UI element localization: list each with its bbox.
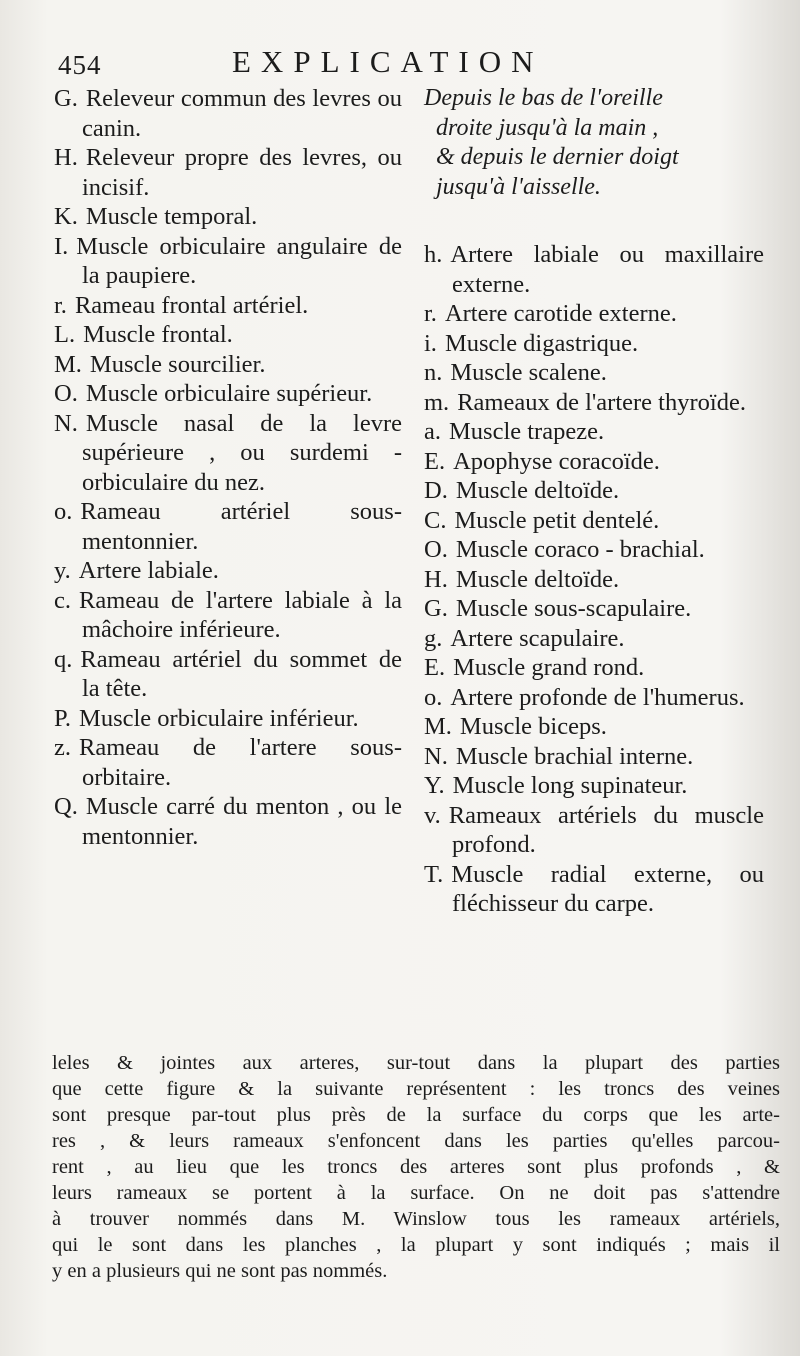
- legend-entry: I. Muscle orbiculaire angulaire de la paupiere.: [54, 232, 402, 289]
- footnote-line: que cette figure & la suivante représentent : les troncs des veines: [52, 1078, 780, 1100]
- legend-entry: D. Muscle deltoïde.: [424, 477, 620, 504]
- footnote-line: rent , au lieu que les troncs des arteres sont plus profonds , &: [52, 1156, 780, 1178]
- legend-entry: H. Muscle deltoïde.: [424, 565, 620, 593]
- legend-entry: a. Muscle trapeze.: [424, 418, 605, 445]
- legend-entry: i. Muscle digastrique.: [424, 329, 639, 357]
- legend-entry: G. Muscle sous-scapulaire.: [424, 595, 692, 622]
- legend-entry: r. Rameau frontal artériel.: [54, 291, 309, 319]
- legend-entry: N. Muscle brachial interne.: [424, 742, 694, 770]
- legend-entry: O. Muscle orbiculaire supérieur.: [54, 380, 373, 407]
- legend-entry: T. Muscle radial externe, ou fléchisseur du carpe.: [424, 860, 764, 917]
- footnote-line: leurs rameaux se portent à la surface. On ne doit pas s'attendre: [52, 1182, 780, 1204]
- page-number: 454: [58, 50, 102, 80]
- legend-entry: v. Rameaux artériels du muscle profond.: [424, 801, 764, 858]
- legend-entry: K. Muscle temporal.: [54, 203, 258, 230]
- legend-entry: n. Muscle scalene.: [424, 359, 607, 386]
- legend-entry: H. Releveur propre des levres, ou incisif.: [54, 144, 402, 201]
- legend-entry: q. Rameau artériel du sommet de la tête.: [54, 645, 402, 702]
- footnote-line: res , & leurs rameaux s'enfoncent dans les parties qu'elles parcou-: [52, 1130, 780, 1152]
- figure-region-caption: Depuis le bas de l'oreille droite jusqu'à la main , & depuis le dernier doigt jusqu'à l'aisselle.: [424, 85, 679, 200]
- legend-entry: Y. Muscle long supinateur.: [424, 772, 688, 799]
- legend-entry: o. Rameau artériel sous-mentonnier.: [54, 498, 402, 555]
- footnote-paragraph: [52, 1050, 780, 1284]
- legend-entry: m. Rameaux de l'artere thyroïde.: [424, 388, 746, 416]
- running-head: EXPLICATION: [232, 44, 544, 79]
- footnote-line: leles & jointes aux arteres, sur-tout dans la plupart des parties: [52, 1052, 780, 1074]
- legend-entry: c. Rameau de l'artere labiale à la mâchoire inférieure.: [54, 586, 402, 643]
- footnote-line: y en a plusieurs qui ne sont pas nommés.: [52, 1260, 388, 1282]
- legend-entry: g. Artere scapulaire.: [424, 624, 625, 652]
- legend-entry: L. Muscle frontal.: [54, 321, 233, 348]
- legend-entry: h. Artere labiale ou maxillaire externe.: [424, 241, 764, 298]
- legend-entry: E. Muscle grand rond.: [424, 654, 645, 681]
- footnote-line: qui le sont dans les planches , la plupart y sont indiqués ; mais il: [52, 1234, 780, 1256]
- legend-entry: r. Artere carotide externe.: [424, 300, 677, 327]
- legend-entry: M. Muscle sourcilier.: [54, 350, 266, 378]
- legend-entry: P. Muscle orbiculaire inférieur.: [54, 704, 359, 732]
- legend-entry: G. Releveur commun des levres ou canin.: [54, 85, 402, 142]
- legend-entry: o. Artere profonde de l'humerus.: [424, 683, 745, 711]
- legend-entry: y. Artere labiale.: [54, 557, 219, 584]
- legend-entry: Q. Muscle carré du menton , ou le mentonnier.: [54, 793, 402, 850]
- legend-entry: z. Rameau de l'artere sous-orbitaire.: [54, 734, 402, 791]
- legend-entry: N. Muscle nasal de la levre supérieure , ou surdemi - orbiculaire du nez.: [54, 409, 402, 496]
- legend-entry: O. Muscle coraco - brachial.: [424, 536, 705, 563]
- left-legend-column: [54, 84, 402, 851]
- right-legend-column: [424, 84, 764, 919]
- legend-entry: M. Muscle biceps.: [424, 713, 607, 740]
- page-header: [0, 44, 800, 84]
- footnote-line: à trouver nommés dans M. Winslow tous les rameaux artériels,: [52, 1208, 780, 1230]
- footnote-line: sont presque par-tout plus près de la surface du corps que les arte-: [52, 1104, 780, 1126]
- legend-entry: E. Apophyse coracoïde.: [424, 447, 660, 475]
- legend-entry: C. Muscle petit dentelé.: [424, 506, 660, 534]
